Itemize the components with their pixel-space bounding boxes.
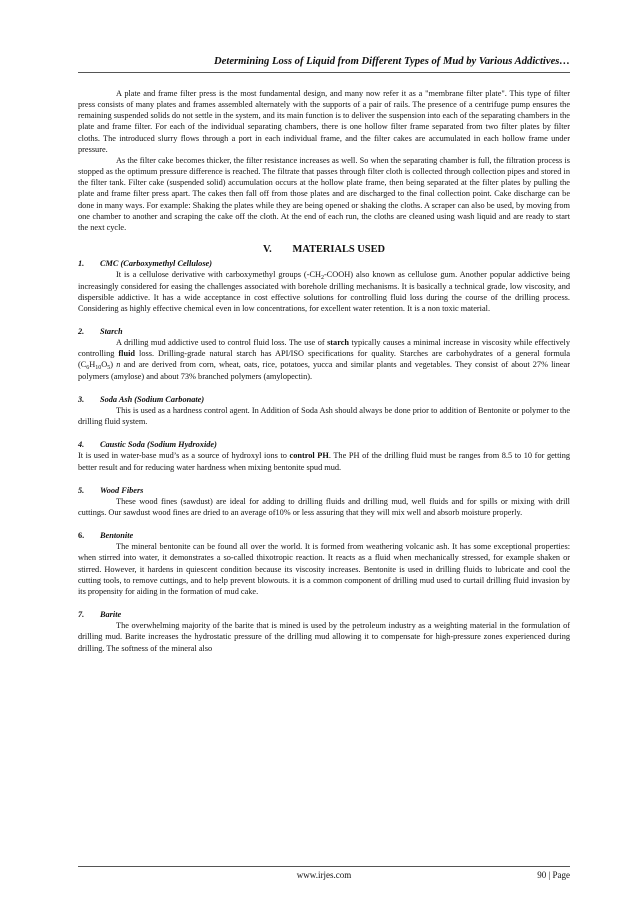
journal-url[interactable]: www.irjes.com: [296, 870, 352, 880]
paragraph: As the filter cake becomes thicker, the filter resistance increases as well. So when the separating chamber is full, the filtration process is stopped as the optimum pressure difference is reached. The filtrate that passes through filter cloth is collected through collection pipes and stored in the filter tank. Filter cake (suspended solid) accumulation occurs at the hollow plate frame, then being separated at the filter plates by pulling the plate and frame filter press apart. The cakes then fall off from those plates and are discharged to the final collection point. Cake discharge can be done in many ways. For example: Shaking the plates while they are being opened or shaking the cloths. A scraper can also be used, by moving from one chamber to another and scraping the cake off the cloth. At the end of each run, the cloths are cleaned using wash liquid and are ready to start the next cycle.: [78, 155, 570, 232]
page-number: 90 | Page: [537, 870, 570, 880]
paragraph: A drilling mud addictive used to control fluid loss. The use of starch typically causes a minimal increase in viscosity while effectively controlling fluid loss. Drilling-grade natural starch has API/ISO specifications for quality. Starches are carbohydrates of a general formula $(C_6H_{10}O_5)$ n and are derived from corn, wheat, oats, rice, potatoes, yucca and similar plants and vegetables. They consist of about 27% linear polymers (amylose) and about 73% branched polymers (amylopectin).: [78, 338, 571, 381]
subsection-heading: 6. Bentonite: [78, 531, 134, 541]
subsection-heading: 2. Starch: [78, 326, 123, 336]
running-header: Determining Loss of Liquid from Different Types of Mud by Various Addictives…: [214, 56, 570, 67]
article-body: [78, 88, 570, 654]
paragraph: These wood fines (sawdust) are ideal for adding to drilling fluids and drilling mud, well fluids and for spills or mixing with drill cuttings. Our sawdust wood fines are dried to an average of10% or less assuring that they will mix well and absorb moisture properly.: [78, 496, 570, 517]
subsection-heading: 7. Barite: [78, 610, 122, 620]
paragraph: It is used in water-base mud’s as a source of hydroxyl ions to control PH. The PH of the drilling fluid must be ranges from 8.5 to 10 for getting better result and for reducing water hardness when mixing bentonite spud mud.: [78, 451, 571, 472]
subsection-heading: 5. Wood Fibers: [78, 485, 144, 495]
paragraph: It is a cellulose derivative with carboxymethyl groups $(-CH_2-COOH)$ also known as cellulose gum. Another popular addictive being increasingly considered for easing the challenges associated with borehole drilling mechanisms. It is basically a technical grade, low viscosity, and dispersible addictive. It has a wide acceptance in cost effective solutions for controlling fluid loss during the course of the drilling process. Considering as highly effective chemical even in low concentrations, for excellent water retention. It is a non toxic material.: [78, 270, 570, 313]
paragraph: A plate and frame filter press is the most fundamental design, and many now refer it as a "membrane filter plate". This type of filter press consists of many plates and frames assembled alternately with the supports of a pair of rails. The presence of a centrifuge pump ensures the remaining suspended solids do not settle in the system, and its main function is to deliver the suspension into each of the separating chambers in the plate and frame filter. For each of the individual separating chambers, there is one hollow filter frame separated from two filter plates by filter cloths. The introduced slurry flows through a port in each individual frame, and the filter cakes are accumulated in each hollow frame under pressure.: [78, 89, 570, 154]
paragraph: The overwhelming majority of the barite that is mined is used by the petroleum industry as a weighting material in the formulation of drilling mud. Barite increases the hydrostatic pressure of the drilling mud allowing it to compensate for high-pressure zones experienced during drilling. The softness of the mineral also: [78, 621, 570, 653]
subsection-heading: 4. Caustic Soda (Sodium Hydroxide): [78, 440, 217, 450]
footer-rule: [78, 866, 570, 867]
subsection-heading: 3. Soda Ash (Sodium Carbonate): [78, 394, 205, 404]
section-heading: V. MATERIALS USED: [262, 244, 386, 256]
paragraph: This is used as a hardness control agent. In Addition of Soda Ash should always be done prior to addition of Bentonite or polymer to the drilling fluid system.: [78, 405, 570, 427]
subsection-heading: 1. CMC (Carboxymethyl Cellulose): [78, 259, 213, 269]
header-rule: [78, 72, 570, 73]
paragraph: The mineral bentonite can be found all over the world. It is formed from weathering volcanic ash. It has some exceptional properties: when stirred into water, it demonstrates a so-called thixotropic reaction. It reacts as a fluid when mechanically stressed, for example shaken or stirred. However, it hardens in quiescent condition because its viscosity increases. Bentonite is used in drilling fluids to lubricate and cool the cutting tools, to remove cuttings, and to help prevent blowouts. it is a common component of drilling mud used to curtail drilling fluid invasion by its propensity for aiding in the formation of mud cake.: [78, 542, 570, 596]
